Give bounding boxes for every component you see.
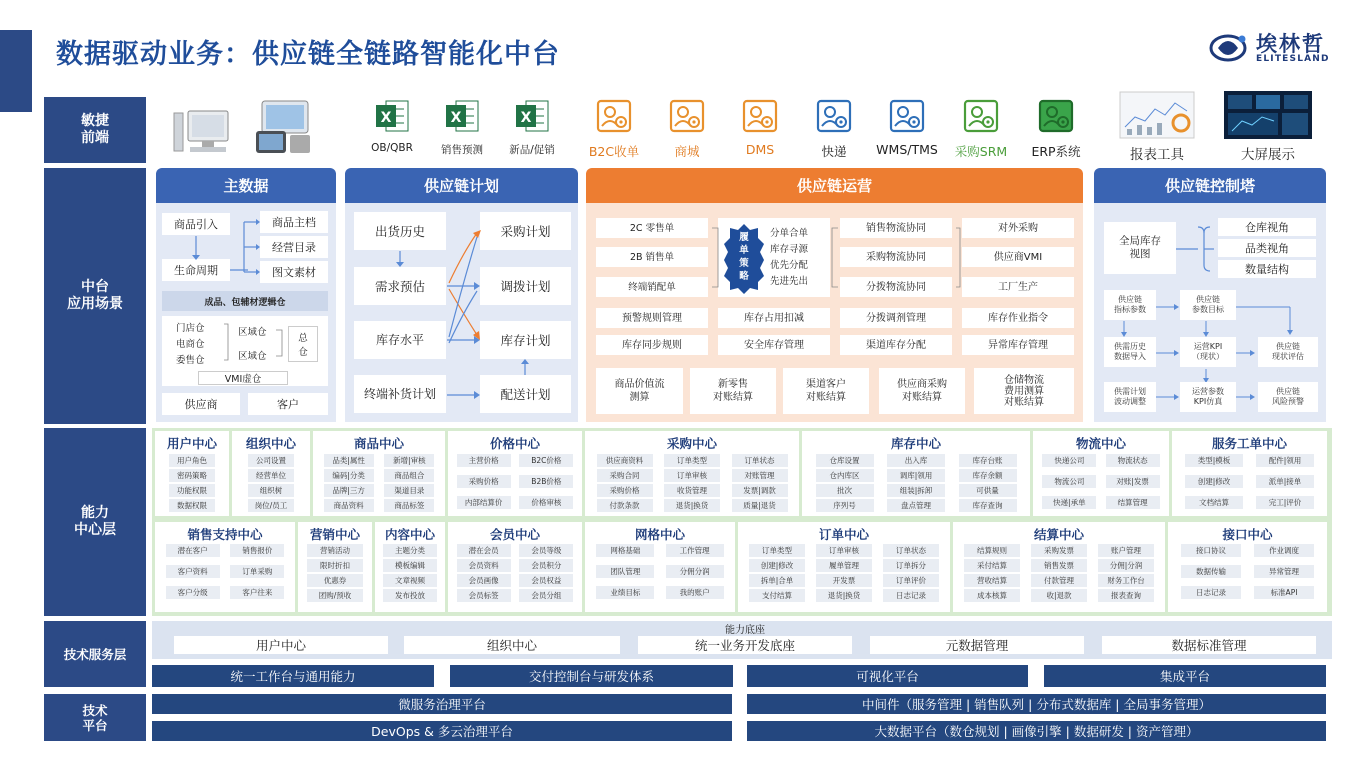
capability-item: 发票|调款 [732, 484, 788, 497]
capability-item: 创建|修改 [749, 559, 805, 572]
wh-consign: 委售仓 [176, 355, 205, 366]
capability-item: 组装|拆卸 [887, 484, 945, 497]
integration-bar: 集成平台 [1044, 665, 1326, 687]
capability-item: 日志记录 [1181, 586, 1241, 599]
front-label: B2C收单 [588, 144, 640, 159]
capability-item: 客户分级 [166, 586, 220, 599]
ops-stock-deduct: 库存占用扣减 [718, 308, 830, 328]
capability-item: 用户角色 [169, 454, 215, 467]
ct-status-eval: 供应链 现状评估 [1258, 337, 1318, 367]
capability-base-title: 能力底座 [725, 625, 765, 636]
capability-item: 对账|发票 [1106, 475, 1160, 488]
capability-group [313, 431, 445, 516]
master-data-header: 主数据 [156, 168, 336, 203]
capability-item: 财务工作台 [1098, 574, 1154, 587]
plan-shipping-history: 出货历史 [354, 212, 446, 250]
ops-abnormal-stock: 异常库存管理 [962, 335, 1074, 355]
capability-item: 付款条款 [597, 499, 653, 512]
capability-title: 网格中心 [634, 527, 685, 542]
capability-item: 序列号 [816, 499, 874, 512]
capability-item: 盘点管理 [887, 499, 945, 512]
capability-item: 团购/预收 [307, 589, 363, 602]
plan-demand-forecast: 需求预估 [354, 267, 446, 305]
ops-2b-order: 2B 销售单 [596, 247, 708, 267]
capability-item: 采购价格 [457, 475, 511, 488]
capability-item: 异常管理 [1254, 565, 1314, 578]
ops-purchase-logistics: 采购物流协同 [840, 247, 952, 267]
capability-title: 价格中心 [489, 436, 540, 451]
ops-2c-order: 2C 零售单 [596, 218, 708, 238]
ops-stock-instruction: 库存作业指令 [962, 308, 1074, 328]
capability-item: 账户管理 [1098, 544, 1154, 557]
capability-title: 订单中心 [818, 527, 869, 542]
plan-replenish: 终端补货计划 [354, 375, 446, 413]
ops-transfer-adjust: 分拨调剂管理 [840, 308, 952, 328]
capability-item: 会员资料 [457, 559, 511, 572]
ops-terminal-order: 终端销配单 [596, 277, 708, 297]
front-label: 报表工具 [1130, 147, 1184, 163]
capability-item: 派单|接单 [1256, 475, 1314, 488]
wh-region-1: 区域仓 [238, 327, 267, 338]
capability-title: 商品中心 [353, 436, 404, 451]
tablet-icon [252, 99, 314, 155]
excel-icon [374, 99, 410, 137]
control-tower-header: 供应链控制塔 [1094, 168, 1326, 203]
ct-quantity-structure: 数量结构 [1218, 260, 1316, 278]
capability-group [1168, 522, 1327, 612]
plan-arrows [345, 203, 578, 422]
capability-item: 商品组合 [384, 469, 434, 482]
capability-item: 可供量 [959, 484, 1017, 497]
ct-kpi-current: 运营KPI （现状） [1180, 337, 1236, 367]
capability-item: 支付结算 [749, 589, 805, 602]
logic-warehouse-label: 成品、包辅材逻辑仓 [162, 291, 328, 311]
capability-item: 采购发票 [1031, 544, 1087, 557]
capability-item: 工作管理 [666, 544, 724, 557]
ct-risk-alert: 供应链 风险预警 [1258, 382, 1318, 412]
ops-factory: 工厂生产 [962, 277, 1074, 297]
capability-item: 订单类型 [749, 544, 805, 557]
capability-item: 会员积分 [519, 559, 573, 572]
logo-name: 埃林哲 [1256, 32, 1325, 56]
capability-item: 销售发票 [1031, 559, 1087, 572]
capability-item: 类型|模板 [1185, 454, 1243, 467]
capability-item: 订单采购 [230, 565, 284, 578]
capability-group [448, 431, 582, 516]
capability-item: 商品标签 [384, 499, 434, 512]
master-arrows [156, 203, 336, 293]
capability-item: 客户资料 [166, 565, 220, 578]
app-orange-icon [742, 99, 778, 137]
master-item-lifecycle: 生命周期 [162, 259, 230, 281]
front-label: DMS [745, 142, 775, 157]
capability-item: 收货管理 [664, 484, 720, 497]
base-dev-platform: 统一业务开发底座 [638, 636, 852, 654]
capability-item: 采购合同 [597, 469, 653, 482]
gear-note: 分单合单 [770, 228, 809, 239]
capability-item: 对账管理 [732, 469, 788, 482]
capability-title: 物流中心 [1075, 436, 1126, 451]
capability-item: 渠道目录 [384, 484, 434, 497]
capability-title: 营销中心 [309, 527, 360, 542]
capability-item: 结算规则 [964, 544, 1020, 557]
ct-plan-adjust: 供需计划 波动调整 [1104, 382, 1156, 412]
capability-item: 文档结算 [1185, 496, 1243, 509]
capability-title: 采购中心 [666, 436, 717, 451]
capability-item: 价格审核 [519, 496, 573, 509]
capability-item: 仓库设置 [816, 454, 874, 467]
logo-subtitle: ELITESLAND [1256, 54, 1330, 64]
capability-group [1172, 431, 1327, 516]
wh-vmi: VMI虚仓 [198, 371, 288, 385]
screen-icon [1224, 91, 1312, 143]
capability-item: 文章视频 [383, 574, 437, 587]
capability-item: 采付结算 [964, 559, 1020, 572]
capability-item: 批次 [816, 484, 874, 497]
capability-group [298, 522, 372, 612]
plan-inventory-level: 库存水平 [354, 321, 446, 359]
capability-item: 数据权限 [169, 499, 215, 512]
capability-item: 成本核算 [964, 589, 1020, 602]
capability-group [448, 522, 582, 612]
capability-item: 退货|换货 [816, 589, 872, 602]
capability-title: 销售支持中心 [187, 527, 263, 542]
row-label-tech-platform: 技术 平台 [44, 694, 146, 741]
capability-item: 拆单|合单 [749, 574, 805, 587]
capability-item: 库存台账 [959, 454, 1017, 467]
excel-icon [444, 99, 480, 137]
capability-item: 发布投放 [383, 589, 437, 602]
master-item-catalog: 经营目录 [260, 236, 328, 258]
capability-title: 结算中心 [1033, 527, 1084, 542]
capability-item: 质量|退货 [732, 499, 788, 512]
capability-item: 订单审核 [816, 544, 872, 557]
capability-title: 接口中心 [1222, 527, 1273, 542]
capability-item: 订单状态 [732, 454, 788, 467]
capability-item: 库存余额 [959, 469, 1017, 482]
capability-item: 创建|修改 [1185, 475, 1243, 488]
capability-item: 会员等级 [519, 544, 573, 557]
capability-group [155, 431, 229, 516]
capability-group [802, 431, 1030, 516]
front-label: 大屏展示 [1241, 147, 1295, 163]
capability-item: 出入库 [887, 454, 945, 467]
capability-item: 会员权益 [519, 574, 573, 587]
app-orange-icon [596, 99, 632, 137]
capability-item: 网格基础 [596, 544, 654, 557]
capability-item: 日志记录 [883, 589, 939, 602]
capability-item: 订单拆分 [883, 559, 939, 572]
capability-item: 业绩目标 [596, 586, 654, 599]
wh-total: 总 仓 [288, 326, 318, 362]
ops-channel-stock: 渠道库存分配 [840, 335, 952, 355]
capability-item: 分佣|分润 [1098, 559, 1154, 572]
capability-item: 我的账户 [666, 586, 724, 599]
capability-item: 编码|分类 [324, 469, 374, 482]
capability-item: 组织树 [248, 484, 294, 497]
capability-item: 经营单位 [248, 469, 294, 482]
ops-transfer-logistics: 分拨物流协同 [840, 277, 952, 297]
capability-group [585, 431, 799, 516]
ops-channel-customer: 渠道客户 对账结算 [783, 368, 869, 414]
capability-item: 调库|领用 [887, 469, 945, 482]
capability-item: 客户往来 [230, 586, 284, 599]
capability-item: 内部结算价 [457, 496, 511, 509]
capability-item: 履单管理 [816, 559, 872, 572]
capability-item: 物流公司 [1042, 475, 1096, 488]
capability-item: 完工|评价 [1256, 496, 1314, 509]
excel-icon [514, 99, 550, 137]
capability-item: 营销活动 [307, 544, 363, 557]
header-accent-bar [0, 30, 32, 112]
ct-warehouse-view: 仓库视角 [1218, 218, 1316, 236]
app-orange-icon [669, 99, 705, 137]
capability-item: 新增|审核 [384, 454, 434, 467]
capability-group [375, 522, 445, 612]
base-data-standard: 数据标准管理 [1102, 636, 1316, 654]
capability-item: 配件|领用 [1256, 454, 1314, 467]
capability-item: 分佣分润 [666, 565, 724, 578]
capability-item: 快递公司 [1042, 454, 1096, 467]
agile-front-area [152, 97, 1332, 163]
ct-kpi-sim: 运营参数 KPI仿真 [1180, 382, 1236, 412]
row-label-capability: 能力 中心层 [44, 428, 146, 616]
logo-icon [1208, 26, 1252, 70]
svg-text:X: X [520, 110, 532, 126]
capability-group [232, 431, 310, 516]
capability-group [155, 522, 295, 612]
master-item-material: 图文素材 [260, 261, 328, 283]
row-label-app: 中台 应用场景 [44, 168, 146, 424]
svg-text:X: X [450, 110, 462, 126]
page-title: 数据驱动业务：供应链全链路智能化中台 [56, 39, 560, 70]
capability-item: 仓内库区 [816, 469, 874, 482]
capability-item: 开发票 [816, 574, 872, 587]
plan-transfer: 调拨计划 [480, 267, 571, 305]
capability-item: 作业调度 [1254, 544, 1314, 557]
ops-warehouse-cost: 仓储物流 费用测算 对账结算 [974, 368, 1074, 414]
app-green-icon [963, 99, 999, 137]
wh-region-2: 区域仓 [238, 351, 267, 362]
capability-item: B2B价格 [519, 475, 573, 488]
front-label: ERP系统 [1031, 144, 1081, 159]
capability-item: 会员标签 [457, 589, 511, 602]
capability-item: 主营价格 [457, 454, 511, 467]
ct-history-import: 供需历史 数据导入 [1104, 337, 1156, 367]
capability-item: 团队管理 [596, 565, 654, 578]
ops-external-purchase: 对外采购 [962, 218, 1074, 238]
master-customer: 客户 [248, 393, 328, 415]
ops-stock-sync: 库存同步规则 [596, 335, 708, 355]
ops-header: 供应链运营 [586, 168, 1083, 203]
delivery-console-bar: 交付控制台与研发体系 [450, 665, 733, 687]
capability-item: B2C价格 [519, 454, 573, 467]
capability-group [585, 522, 735, 612]
gear-label: 履 单 策 略 [739, 232, 749, 282]
capability-item: 报表查询 [1098, 589, 1154, 602]
capability-item: 品类|属性 [324, 454, 374, 467]
app-blue-icon [816, 99, 852, 137]
capability-item: 主题分类 [383, 544, 437, 557]
capability-item: 公司设置 [248, 454, 294, 467]
front-label: WMS/TMS [876, 142, 938, 157]
row-label-tech-service: 技术服务层 [44, 621, 146, 687]
capability-item: 功能权限 [169, 484, 215, 497]
capability-item: 收|退款 [1031, 589, 1087, 602]
warehouse-structure [162, 316, 328, 386]
front-label: 采购SRM [954, 144, 1008, 159]
capability-item: 潜在会员 [457, 544, 511, 557]
capability-item: 限时折扣 [307, 559, 363, 572]
plan-purchase: 采购计划 [480, 212, 571, 250]
wh-ecommerce: 电商仓 [176, 339, 205, 350]
ops-sales-logistics: 销售物流协同 [840, 218, 952, 238]
capability-item: 潜在客户 [166, 544, 220, 557]
capability-item: 物流状态 [1106, 454, 1160, 467]
capability-title: 组织中心 [245, 436, 296, 451]
ops-alert-rule: 预警规则管理 [596, 308, 708, 328]
ops-safety-stock: 安全库存管理 [718, 335, 830, 355]
capability-item: 订单类型 [664, 454, 720, 467]
capability-title: 会员中心 [489, 527, 540, 542]
capability-item: 付款管理 [1031, 574, 1087, 587]
capability-item: 结算管理 [1106, 496, 1160, 509]
capability-item: 优惠券 [307, 574, 363, 587]
capability-group [953, 522, 1165, 612]
capability-title: 内容中心 [384, 527, 435, 542]
capability-title: 库存中心 [890, 436, 941, 451]
ct-kpi-params: 供应链 指标参数 [1104, 290, 1156, 320]
base-metadata: 元数据管理 [870, 636, 1084, 654]
capability-item: 快递|承单 [1042, 496, 1096, 509]
app-blue-icon [889, 99, 925, 137]
capability-item: 商品资料 [324, 499, 374, 512]
middleware-bar: 中间件（服务管理 | 销售队列 | 分布式数据库 | 全局事务管理） [747, 694, 1326, 714]
capability-item: 模板编辑 [383, 559, 437, 572]
ops-new-retail: 新零售 对账结算 [690, 368, 776, 414]
master-item-introduce: 商品引入 [162, 213, 230, 235]
wh-store: 门店仓 [176, 323, 205, 334]
capability-group [738, 522, 950, 612]
capability-item: 订单状态 [883, 544, 939, 557]
capability-group [1033, 431, 1169, 516]
row-label-agile: 敏捷 前端 [44, 97, 146, 163]
ops-brackets [586, 203, 1083, 303]
front-label: 快递 [821, 144, 847, 159]
ops-value-stream: 商品价值流 测算 [596, 368, 683, 414]
bigdata-bar: 大数据平台（数仓规划 | 画像引擎 | 数据研发 | 资产管理） [747, 721, 1326, 741]
app-darkgreen-icon [1038, 99, 1074, 137]
capability-item: 库存查询 [959, 499, 1017, 512]
capability-item: 退货|换货 [664, 499, 720, 512]
master-item-main: 商品主档 [260, 211, 328, 233]
capability-item: 接口协议 [1181, 544, 1241, 557]
microservice-bar: 微服务治理平台 [152, 694, 732, 714]
plan-header: 供应链计划 [345, 168, 578, 203]
capability-title: 用户中心 [166, 436, 217, 451]
plan-inventory: 库存计划 [480, 321, 571, 359]
devops-bar: DevOps & 多云治理平台 [152, 721, 732, 741]
ct-category-view: 品类视角 [1218, 239, 1316, 257]
gear-note: 库存寻源 [770, 244, 809, 255]
gear-note: 先进先出 [770, 276, 809, 287]
svg-text:X: X [380, 110, 392, 126]
ops-vendor-vmi: 供应商VMI [962, 247, 1074, 267]
capability-item: 订单评价 [883, 574, 939, 587]
capability-title: 服务工单中心 [1211, 436, 1287, 451]
plan-delivery: 配送计划 [480, 375, 571, 413]
capability-item: 营收结算 [964, 574, 1020, 587]
capability-item: 会员分组 [519, 589, 573, 602]
capability-item: 密码策略 [169, 469, 215, 482]
base-org-center: 组织中心 [404, 636, 620, 654]
capability-item: 标准API [1254, 586, 1314, 599]
master-supplier: 供应商 [162, 393, 240, 415]
capability-item: 供应商资料 [597, 454, 653, 467]
company-logo [1208, 26, 1333, 70]
front-label: 新品/促销 [509, 144, 555, 156]
capability-item: 数据传输 [1181, 565, 1241, 578]
capability-item: 会员画像 [457, 574, 511, 587]
visualization-bar: 可视化平台 [747, 665, 1028, 687]
capability-item: 品牌|三方 [324, 484, 374, 497]
capability-item: 岗位/员工 [248, 499, 294, 512]
ct-param-target: 供应链 参数目标 [1180, 290, 1236, 320]
front-label: 销售预测 [441, 144, 483, 156]
report-icon [1119, 91, 1195, 143]
capability-item: 销售报价 [230, 544, 284, 557]
base-user-center: 用户中心 [174, 636, 388, 654]
workbench-bar: 统一工作台与通用能力 [152, 665, 434, 687]
capability-item: 订单审核 [664, 469, 720, 482]
capability-item: 采购价格 [597, 484, 653, 497]
front-label: 商城 [674, 144, 700, 159]
pc-icon [172, 107, 232, 155]
ops-vendor-purchase: 供应商采购 对账结算 [879, 368, 965, 414]
front-label: OB/QBR [371, 142, 413, 154]
gear-note: 优先分配 [770, 260, 809, 271]
ct-global-inventory: 全局库存 视图 [1104, 222, 1176, 274]
